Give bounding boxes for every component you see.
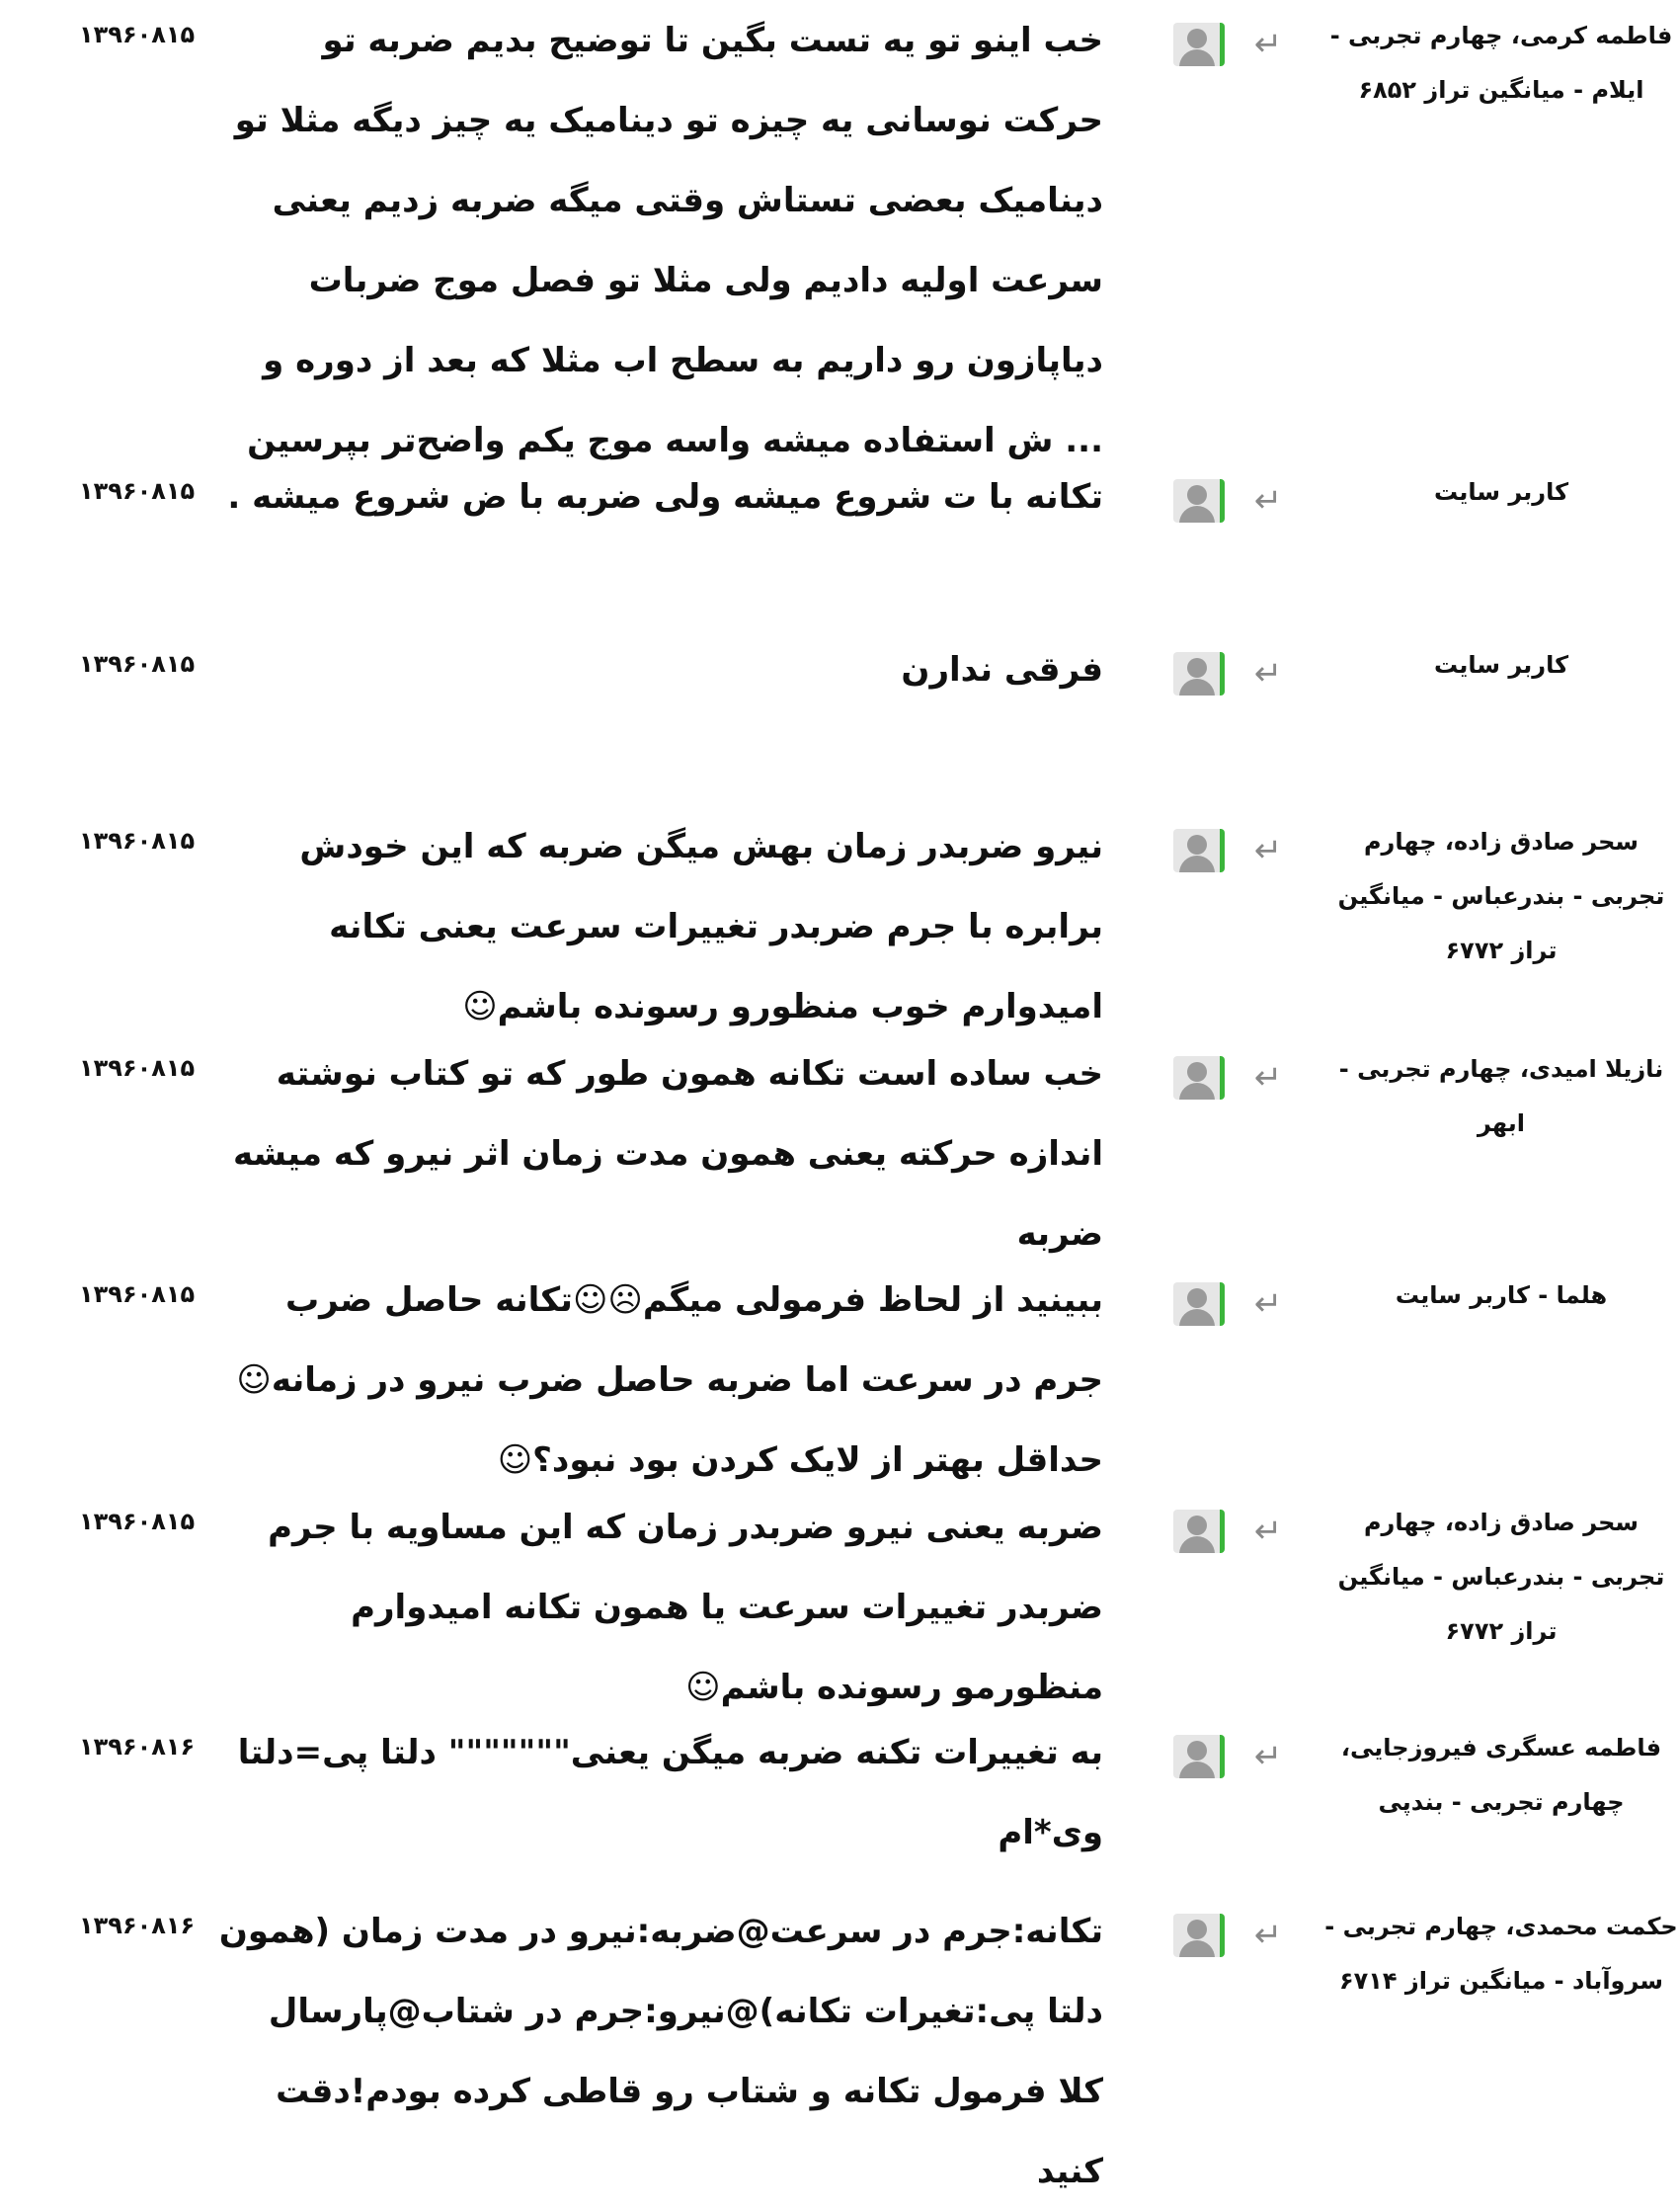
- reply-icon[interactable]: ↵: [1253, 1916, 1283, 1955]
- comment-author: فاطمه عسگری فیروزجایی، چهارم تجربی - بندپی: [1340, 1734, 1662, 1816]
- comment-author: سحر صادق زاده، چهارم تجربی - بندرعباس - میانگین تراز ۶۷۷۲: [1337, 1509, 1665, 1645]
- reply-icon[interactable]: ↵: [1253, 1737, 1283, 1776]
- avatar-icon: [1173, 652, 1225, 696]
- comment-date: ۱۳۹۶۰۸۱۵: [79, 21, 196, 48]
- reply-icon[interactable]: ↵: [1253, 1512, 1283, 1551]
- comment-text: به تغییرات تکنه ضربه میگن یعنی""""""" دلتا پی=دلتا وی*ام: [237, 1733, 1103, 1852]
- comment-date: ۱۳۹۶۰۸۱۶: [79, 1912, 196, 1939]
- avatar-icon: [1173, 1735, 1225, 1778]
- reply-icon[interactable]: ↵: [1253, 481, 1283, 521]
- avatar-icon: [1173, 829, 1225, 872]
- comment-text: خب اینو تو یه تست بگین تا توضیح بدیم ضربه تو حرکت نوسانی یه چیزه تو دینامیک یه چیز دیگه مثلا تو دینامیک بعضی تستاش وقتی میگه ضربه زدیم یعنی سرعت اولیه دادیم ولی مثلا تو فصل موج ضربات دیاپازون رو داریم به سطح اب مثلا که بعد از دوره و ... ش استفاده میشه واسه موج یکم واضح‌تر بپرسین: [234, 21, 1103, 460]
- avatar-icon: [1173, 1914, 1225, 1957]
- comment-date: ۱۳۹۶۰۸۱۵: [79, 1054, 196, 1082]
- comment-text: تکانه:جرم در سرعت@ضربه:نیرو در مدت زمان (همون دلتا پی:تغیرات تکانه)@نیرو:جرم در شتاب@پارسال کلا فرمول تکانه و شتاب رو قاطی کرده بودم!دقت کنید: [218, 1912, 1103, 2191]
- comment-author: حکمت محمدی، چهارم تجربی - سروآباد - میانگین تراز ۶۷۱۴: [1324, 1913, 1678, 1995]
- comment-text: تکانه با ت شروع میشه ولی ضربه با ض شروع میشه .: [227, 477, 1103, 517]
- avatar-icon: [1173, 479, 1225, 523]
- reply-icon[interactable]: ↵: [1253, 25, 1283, 64]
- avatar-icon: [1173, 1056, 1225, 1100]
- comment-author: سحر صادق زاده، چهارم تجربی - بندرعباس - میانگین تراز ۶۷۷۲: [1337, 828, 1665, 964]
- comment-author: کاربر سایت: [1433, 478, 1569, 506]
- comment-text: ببینید از لحاظ فرمولی میگم☹☺تکانه حاصل ضرب جرم در سرعت اما ضربه حاصل ضرب نیرو در زمانه☺حداقل بهتر از لایک کردن بود نبود؟☺: [236, 1280, 1103, 1480]
- comment-text: فرقی ندارن: [901, 650, 1103, 690]
- comment-date: ۱۳۹۶۰۸۱۵: [79, 1280, 196, 1308]
- comment-date: ۱۳۹۶۰۸۱۵: [79, 827, 196, 855]
- comment-date: ۱۳۹۶۰۸۱۶: [79, 1733, 196, 1761]
- comment-text: نیرو ضربدر زمان بهش میگن ضربه که این خودش برابره با جرم ضربدر تغییرات سرعت یعنی تکانه امیدوارم خوب منظورو رسونده باشم☺: [299, 827, 1103, 1026]
- comment-author: هلما - کاربر سایت: [1395, 1281, 1608, 1309]
- comment-text: ضربه یعنی نیرو ضربدر زمان که این مساویه با جرم ضربدر تغییرات سرعت یا همون تکانه امیدوارم منظورمو رسونده باشم☺: [268, 1508, 1103, 1707]
- comment-author: کاربر سایت: [1433, 651, 1569, 679]
- comment-date: ۱۳۹۶۰۸۱۵: [79, 1508, 196, 1535]
- reply-icon[interactable]: ↵: [1253, 1058, 1283, 1098]
- reply-icon[interactable]: ↵: [1253, 1284, 1283, 1324]
- avatar-icon: [1173, 1282, 1225, 1326]
- comment-date: ۱۳۹۶۰۸۱۵: [79, 477, 196, 505]
- comment-date: ۱۳۹۶۰۸۱۵: [79, 650, 196, 678]
- reply-icon[interactable]: ↵: [1253, 654, 1283, 694]
- comment-text: خب ساده است تکانه همون طور که تو کتاب نوشته اندازه حرکته یعنی همون مدت زمان اثر نیرو که میشه ضربه: [232, 1054, 1103, 1254]
- reply-icon[interactable]: ↵: [1253, 831, 1283, 870]
- comment-author: فاطمه کرمی، چهارم تجربی - ایلام - میانگین تراز ۶۸۵۲: [1329, 22, 1673, 104]
- comment-author: نازیلا امیدی، چهارم تجربی - ابهر: [1338, 1055, 1664, 1137]
- avatar-icon: [1173, 1510, 1225, 1553]
- avatar-icon: [1173, 23, 1225, 66]
